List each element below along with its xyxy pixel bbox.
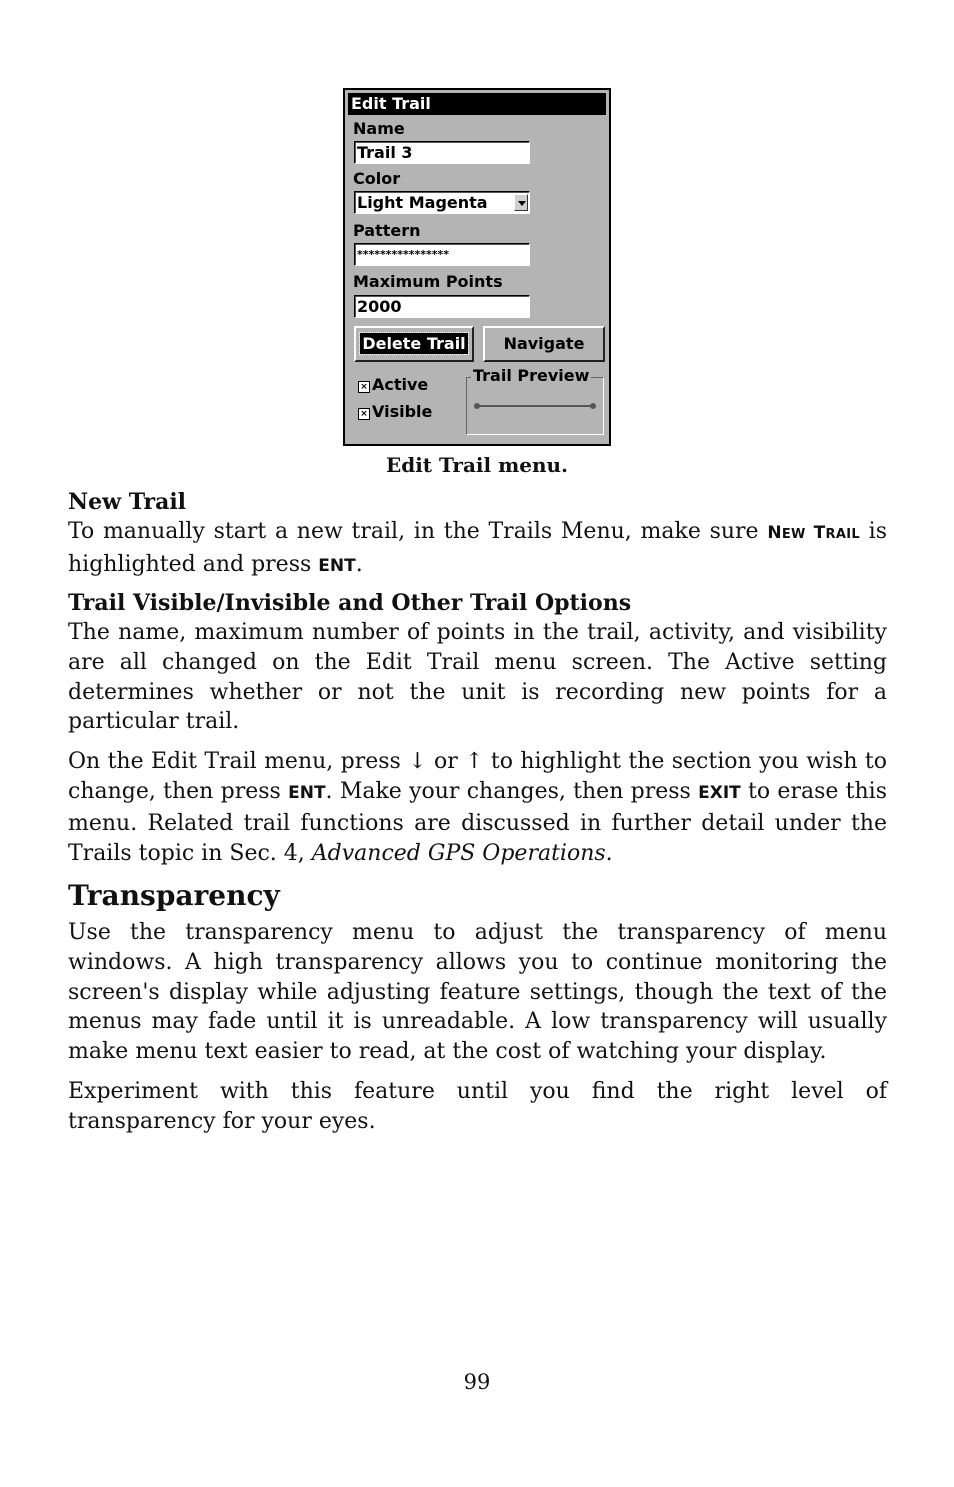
text-run: . Make your changes, then press [325,778,699,804]
edit-trail-screen [343,88,611,446]
page-number: 99 [463,1370,491,1394]
visible-label: Visible [372,402,433,421]
new-trail-heading: New Trail [68,489,187,515]
ent-key: ENT [288,782,326,803]
edit-trail-title: Edit Trail [348,93,606,115]
trail-line-preview-icon [467,378,603,434]
navigate-button[interactable] [483,326,605,362]
ent-key: ENT [318,555,356,576]
arrow-up-icon: ↑ [465,749,484,775]
trail-options-section [68,588,887,868]
chevron-down-icon[interactable] [514,194,528,211]
checkbox-checked-icon: × [358,408,370,420]
new-trail-section [68,487,887,582]
max-points-field[interactable]: 2000 [354,295,530,318]
text-run: T [813,523,826,543]
exit-key: EXIT [698,782,741,803]
max-points-label: Maximum Points [353,272,503,291]
trail-preview-label: Trail Preview [473,366,590,385]
text-run: to highlight the section you wish to change, then press [68,749,887,804]
active-label: Active [372,375,429,394]
name-field[interactable]: Trail 3 [354,141,530,164]
color-dropdown[interactable] [354,191,530,214]
delete-trail-button[interactable] [354,326,474,362]
figure-caption: Edit Trail menu. [385,453,569,477]
section-reference: Advanced GPS Operations [311,840,606,866]
pattern-label: Pattern [353,221,421,240]
name-label: Name [353,119,405,138]
trail-preview-box [466,366,604,435]
color-label: Color [353,169,401,188]
text-run: To manually start a new trail, in the Trails Menu, make sure [68,519,768,544]
active-checkbox[interactable] [358,376,428,394]
transparency-paragraph-1: Use the transparency menu to adjust the transparency of menu windows. A high transparency allows you to continue monitoring the screen's display while adjusting feature settings, though the text of the menus may fade until it is unreadable. A low transparency will usually make menu text easier to read, at the cost of watching your display. [68,920,887,1065]
trail-options-paragraph-2 [68,747,887,868]
text-run: RAIL [825,527,860,542]
checkbox-checked-icon: × [358,381,370,393]
transparency-heading: Transparency [68,879,280,912]
new-trail-paragraph [68,517,887,582]
navigate-label: Navigate [503,334,585,353]
text-run: N [767,523,782,543]
text-run: . [355,551,363,577]
transparency-section [68,878,887,1137]
text-run: On the Edit Trail menu, press [68,749,409,775]
transparency-paragraph-2: Experiment with this feature until you find the right level of transparency for your eyes. [68,1078,887,1134]
delete-trail-label: Delete Trail [362,334,466,353]
text-run: EW [781,527,806,542]
trail-options-paragraph-1: The name, maximum number of points in the trail, activity, and visibility are all changed on the Edit Trail menu screen. The Active setting determines whether or not the unit is recording new points for a particular trail. [68,620,887,735]
trail-options-heading: Trail Visible/Invisible and Other Trail Options [68,590,632,616]
arrow-down-icon: ↓ [408,749,427,775]
visible-checkbox[interactable] [358,403,432,421]
text-run: is highlighted and press [68,519,888,577]
text-run: to erase this menu. Related trail functions are discussed in further detail under the Trails topic in Sec. 4, [68,778,887,866]
text-run: or [426,749,466,775]
new-trail-keyword [767,523,860,543]
color-value: Light Magenta [357,193,488,212]
pattern-field[interactable]: **************** [354,243,530,266]
text-run: . [605,840,613,866]
